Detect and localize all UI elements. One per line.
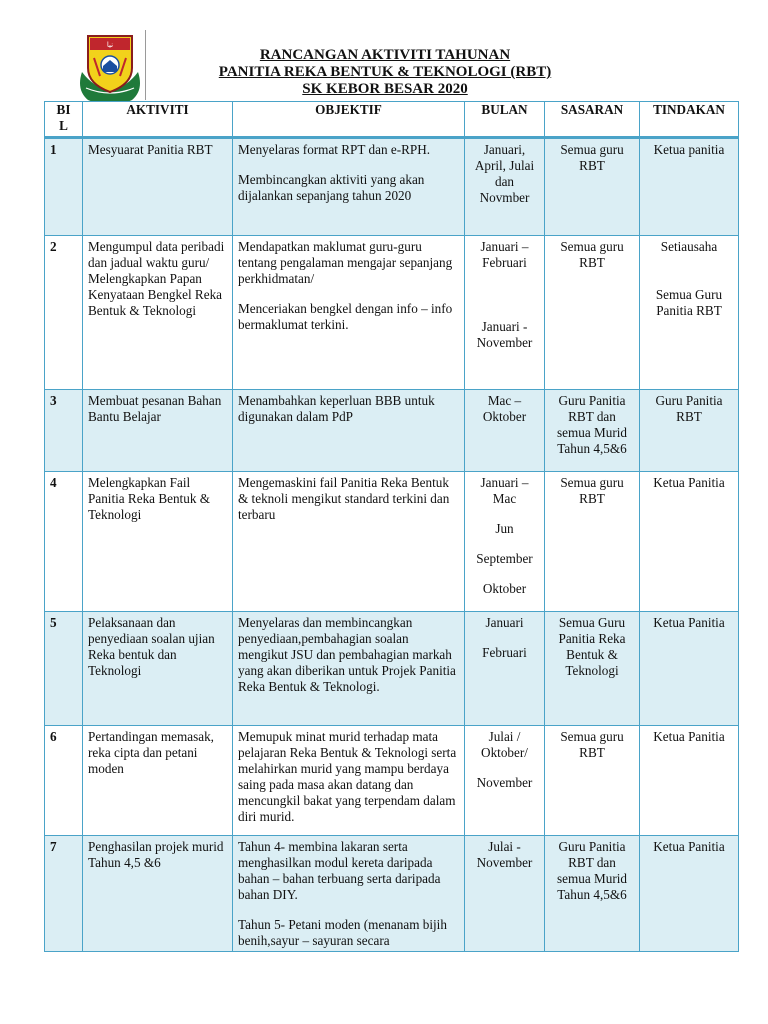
column-header-sasaran: SASARAN xyxy=(545,102,640,138)
school-crest-icon xyxy=(76,28,144,108)
table-row xyxy=(45,726,739,836)
row-number: 2 xyxy=(45,236,83,390)
bulan-cell: Mac – Oktober xyxy=(465,390,545,472)
tindakan-cell: Ketua Panitia xyxy=(640,612,739,726)
row-number: 1 xyxy=(45,138,83,236)
sasaran-cell: Semua guru RBT xyxy=(545,472,640,612)
row-number: 7 xyxy=(45,836,83,952)
aktiviti-cell: Mesyuarat Panitia RBT xyxy=(83,138,233,236)
tindakan-cell: Ketua Panitia xyxy=(640,726,739,836)
row-number: 3 xyxy=(45,390,83,472)
sasaran-cell: Semua Guru Panitia Reka Bentuk & Teknologi xyxy=(545,612,640,726)
column-header-bil: BI L xyxy=(45,102,83,138)
table-header-row xyxy=(45,102,739,138)
bulan-cell: Januari – Februari Januari - November xyxy=(465,236,545,390)
column-header-tindakan: TINDAKAN xyxy=(640,102,739,138)
activity-plan-table xyxy=(44,101,739,952)
aktiviti-cell: Membuat pesanan Bahan Bantu Belajar xyxy=(83,390,233,472)
objektif-cell: Mendapatkan maklumat guru-guru tentang pengalaman mengajar sepanjang perkhidmatan/ Menceriakan bengkel dengan info – info bermaklumat terkini. xyxy=(233,236,465,390)
sasaran-cell: Semua guru RBT xyxy=(545,726,640,836)
row-number: 5 xyxy=(45,612,83,726)
objektif-cell: Menyelaras dan membincangkan penyediaan,pembahagian soalan mengikut JSU dan pembahagian markah yang akan diberikan untuk Projek Panitia Reka Bentuk & Teknologi. xyxy=(233,612,465,726)
column-header-bulan: BULAN xyxy=(465,102,545,138)
objektif-cell: Menambahkan keperluan BBB untuk digunakan dalam PdP xyxy=(233,390,465,472)
tindakan-cell: Ketua Panitia xyxy=(640,472,739,612)
bulan-cell: Januari Februari xyxy=(465,612,545,726)
table-row xyxy=(45,390,739,472)
document-title xyxy=(180,47,590,98)
tindakan-cell: Guru Panitia RBT xyxy=(640,390,739,472)
objektif-cell: Menyelaras format RPT dan e-RPH. Membincangkan aktiviti yang akan dijalankan sepanjang tahun 2020 xyxy=(233,138,465,236)
column-header-objektif: OBJEKTIF xyxy=(233,102,465,138)
sasaran-cell: Guru Panitia RBT dan semua Murid Tahun 4,5&6 xyxy=(545,836,640,952)
aktiviti-cell: Melengkapkan Fail Panitia Reka Bentuk & Teknologi xyxy=(83,472,233,612)
bulan-cell: Januari, April, Julai dan Novmber xyxy=(465,138,545,236)
aktiviti-cell: Penghasilan projek murid Tahun 4,5 &6 xyxy=(83,836,233,952)
logo-divider xyxy=(145,30,146,100)
table-row xyxy=(45,138,739,236)
row-number: 4 xyxy=(45,472,83,612)
row-number: 6 xyxy=(45,726,83,836)
table-row xyxy=(45,236,739,390)
svg-text:نيا: نيا xyxy=(106,41,114,49)
table-row xyxy=(45,472,739,612)
tindakan-cell: Setiausaha Semua Guru Panitia RBT xyxy=(640,236,739,390)
sasaran-cell: Semua guru RBT xyxy=(545,236,640,390)
title-line-2: PANITIA REKA BENTUK & TEKNOLOGI (RBT) xyxy=(218,64,552,80)
objektif-cell: Tahun 4- membina lakaran serta menghasilkan modul kereta daripada bahan – bahan terbuang serta daripada bahan DIY. Tahun 5- Petani moden (menanam bijih benih,sayur – sayuran secara xyxy=(233,836,465,952)
objektif-cell: Memupuk minat murid terhadap mata pelajaran Reka Bentuk & Teknologi serta melahirkan murid yang mampu berdaya saing pada masa akan datang dan mencungkil bakat yang terpendam dalam diri murid. xyxy=(233,726,465,836)
title-line-1: RANCANGAN AKTIVITI TAHUNAN xyxy=(259,47,511,63)
objektif-cell: Mengemaskini fail Panitia Reka Bentuk & teknoli mengikut standard terkini dan terbaru xyxy=(233,472,465,612)
sasaran-cell: Semua guru RBT xyxy=(545,138,640,236)
tindakan-cell: Ketua panitia xyxy=(640,138,739,236)
bulan-cell: Julai - November xyxy=(465,836,545,952)
aktiviti-cell: Pertandingan memasak, reka cipta dan petani moden xyxy=(83,726,233,836)
aktiviti-cell: Mengumpul data peribadi dan jadual waktu guru/ Melengkapkan Papan Kenyataan Bengkel Reka Bentuk & Teknologi xyxy=(83,236,233,390)
title-line-3: SK KEBOR BESAR 2020 xyxy=(302,81,468,97)
aktiviti-cell: Pelaksanaan dan penyediaan soalan ujian Reka bentuk dan Teknologi xyxy=(83,612,233,726)
bulan-cell: Januari – Mac Jun September Oktober xyxy=(465,472,545,612)
column-header-aktiviti: AKTIVITI xyxy=(83,102,233,138)
bulan-cell: Julai / Oktober/ November xyxy=(465,726,545,836)
tindakan-cell: Ketua Panitia xyxy=(640,836,739,952)
sasaran-cell: Guru Panitia RBT dan semua Murid Tahun 4,5&6 xyxy=(545,390,640,472)
table-row xyxy=(45,612,739,726)
table-row xyxy=(45,836,739,952)
